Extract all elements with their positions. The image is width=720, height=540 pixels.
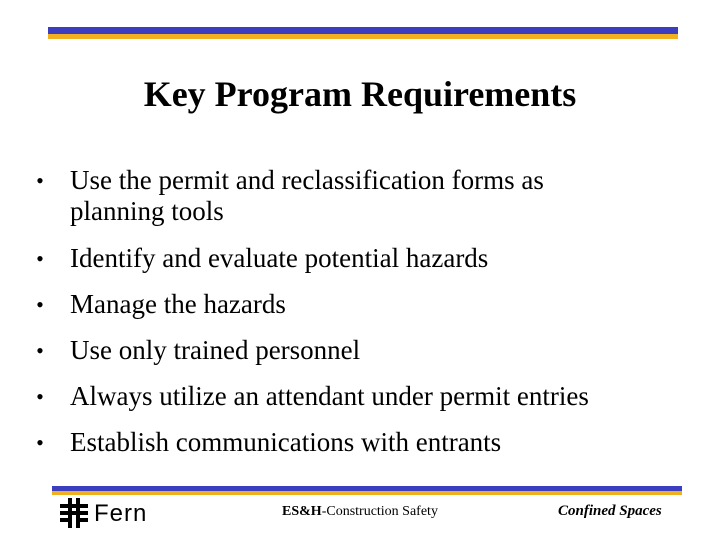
fermilab-logo [60, 498, 180, 530]
footer-department-rest: -Construction Safety [321, 504, 438, 519]
bullet-glyph: • [36, 246, 44, 271]
bullet-glyph: • [36, 168, 44, 193]
slide-title: Key Program Requirements [143, 74, 577, 114]
bullet-item [30, 427, 700, 458]
bullet-glyph: • [36, 292, 44, 317]
bullet-glyph: • [36, 384, 44, 409]
fermilab-logo-icon [60, 498, 88, 528]
bullet-text: Identify and evaluate potential hazards [70, 243, 489, 273]
bullet-text: Use only trained personnel [70, 335, 361, 365]
bullet-text-continued: planning tools [70, 196, 224, 226]
bullet-list [30, 165, 700, 473]
bullet-item [30, 289, 700, 320]
logo-text: Fern [94, 500, 148, 527]
bullet-item [30, 381, 700, 412]
bullet-text: Establish communications with entrants [70, 427, 502, 457]
bullet-item [30, 165, 700, 227]
footer-topic: Confined Spaces [558, 503, 662, 519]
header-rule-blue [48, 27, 678, 34]
footer-rule-gold [52, 491, 682, 495]
footer-department-abbrev: ES&H [282, 504, 322, 519]
bullet-item [30, 243, 700, 274]
bullet-text: Always utilize an attendant under permit entries [70, 381, 589, 411]
bullet-glyph: • [36, 430, 44, 455]
header-rule-gold [48, 34, 678, 39]
bullet-text: Manage the hazards [70, 289, 286, 319]
bullet-item [30, 335, 700, 366]
bullet-text: Use the permit and reclassification forms as [70, 165, 544, 195]
footer-department [282, 503, 438, 521]
bullet-glyph: • [36, 338, 44, 363]
